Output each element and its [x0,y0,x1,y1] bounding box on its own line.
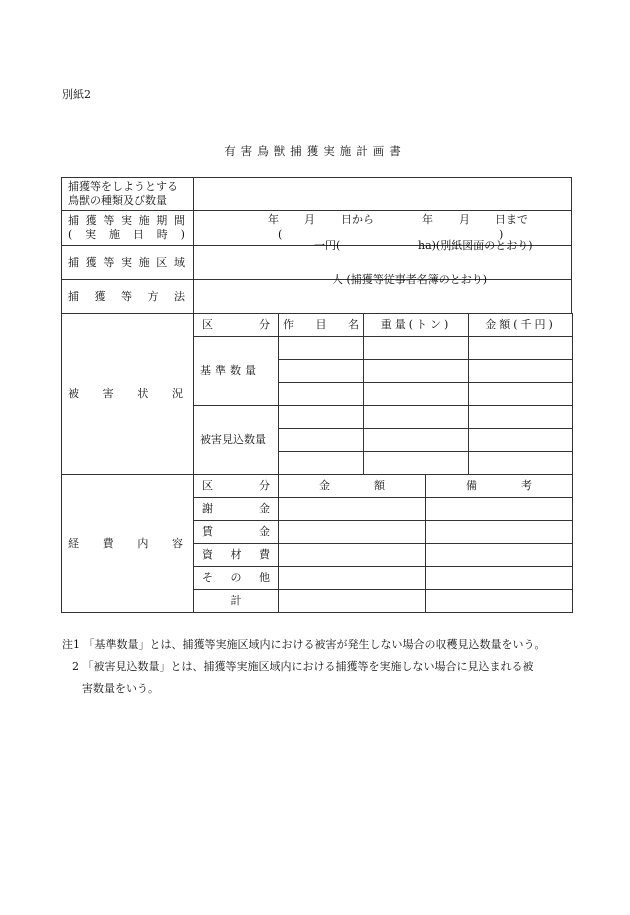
materials-note[interactable] [426,544,573,567]
standard-crop-2[interactable] [279,360,364,383]
expected-crop-3[interactable] [279,452,364,475]
char: 獲 [85,255,97,269]
species-label-line1: 捕獲等をしようとする [68,180,178,194]
char: 目 [315,318,327,332]
method-label-chars [62,290,193,304]
char: 等 [103,255,115,269]
standard-crop-3[interactable] [279,383,364,406]
expense-item-other [194,567,279,590]
char: 実 [85,228,97,241]
char: 実 [120,255,132,269]
other-note[interactable] [426,567,573,590]
char: 賃 [202,525,213,539]
period-time-close: ) [499,228,504,241]
char: 日 [132,228,144,241]
method-value-cell[interactable] [194,273,572,314]
char: 被 [68,387,79,401]
wages-amount[interactable] [279,521,426,544]
damage-table [193,313,573,475]
char: 方 [147,289,159,303]
char: 期 [156,214,168,228]
document-title: 有害鳥獣捕獲実施計画書 [224,144,406,158]
method-value: 人 (捕獲等従事者名簿のとおり) [332,273,488,286]
expense-table-cell [194,475,572,613]
area-label [62,246,194,280]
other-amount[interactable] [279,567,426,590]
char: 額 [374,479,385,493]
char: 費 [102,536,114,550]
expected-weight-3[interactable] [364,452,469,475]
char: 区 [202,318,213,332]
period-to-year: 年 [422,213,433,226]
expected-amount-1[interactable] [469,406,573,429]
area-value-prefix: 一円( [314,239,341,252]
char: 金 [259,502,270,516]
damage-table-cell [194,314,572,475]
char: 金 [319,479,330,493]
species-label [62,178,194,211]
standard-quantity-label: 基準数量 [194,337,279,406]
char: 謝 [202,502,213,516]
char: 他 [259,571,270,585]
period-to-month: 月 [459,213,470,226]
notes [62,634,546,700]
expected-crop-1[interactable] [279,406,364,429]
char: 分 [259,479,270,493]
char: 容 [171,536,183,550]
char: ) [180,228,185,241]
char: 金 [259,525,270,539]
char: 域 [173,255,185,269]
standard-amount-2[interactable] [469,360,573,383]
char: 施 [138,255,150,269]
note-2: 2 「被害見込数量」とは、捕獲等実施区域内における捕獲等を実施しない場合に見込まれる被 [72,660,534,673]
period-label-line2 [62,228,193,242]
period-label [62,211,194,246]
char: 況 [171,387,183,401]
period-to-day: 日まで [495,213,528,226]
char: 経 [68,536,79,550]
char: 材 [230,548,242,562]
materials-amount[interactable] [279,544,426,567]
expected-amount-2[interactable] [469,429,573,452]
plan-form-table [61,177,572,613]
expense-label [62,475,194,613]
char: 区 [202,479,213,493]
note-2-continued: 害数量をいう。 [82,682,159,695]
standard-weight-3[interactable] [364,383,469,406]
standard-weight-1[interactable] [364,337,469,360]
expense-header-amount [279,475,426,498]
expected-weight-2[interactable] [364,429,469,452]
expected-crop-2[interactable] [279,429,364,452]
period-from-day: 日から [341,213,374,226]
damage-header-weight: 重量(トン) [364,314,469,337]
method-label [62,280,194,314]
char: 害 [102,387,114,401]
char: 内 [137,536,149,550]
species-label-line2: 鳥獣の種類及び数量 [68,194,167,207]
damage-label-chars [62,387,193,401]
honorarium-amount[interactable] [279,498,426,521]
damage-header-crop [279,314,364,337]
char: 備 [466,479,477,493]
char: の [230,571,242,585]
expense-item-honorarium [194,498,279,521]
damage-header-amount: 金額(千円) [469,314,573,337]
expected-amount-3[interactable] [469,452,573,475]
expense-header-note [426,475,573,498]
char: 捕 [68,289,79,303]
char: 獲 [94,289,106,303]
damage-label [62,314,194,475]
expense-table [193,474,573,613]
char: 状 [137,387,149,401]
period-from-month: 月 [304,213,315,226]
total-note[interactable] [426,590,573,613]
char: 分 [259,318,270,332]
char: 実 [120,214,132,228]
document-label: 別紙2 [62,88,91,101]
char: そ [202,571,213,585]
damage-header-kubun [194,314,279,337]
standard-amount-1[interactable] [469,337,573,360]
char: 等 [121,289,132,303]
note-1: 注1 「基準数量」とは、捕獲等実施区域内における被害が発生しない場合の収穫見込数量をいう。 [62,638,546,651]
char: ( [68,228,73,241]
expense-item-total: 計 [194,590,279,613]
species-value-cell[interactable] [194,178,572,211]
expense-item-materials [194,544,279,567]
honorarium-note[interactable] [426,498,573,521]
char: 法 [174,289,185,303]
period-from-year: 年 [268,213,279,226]
expense-header-kubun [194,475,279,498]
char: 等 [103,214,115,228]
char: 捕 [68,214,79,228]
area-label-chars [62,256,193,270]
expected-weight-1[interactable] [364,406,469,429]
expected-damage-label: 被害見込数量 [194,406,279,475]
period-label-line1 [62,214,193,228]
char: 考 [521,479,532,493]
standard-crop-1[interactable] [279,337,364,360]
char: 名 [348,318,359,332]
char: 資 [202,548,213,562]
period-time-open: ( [278,228,283,241]
area-value-suffix: ha)(別紙図面のとおり) [418,239,533,252]
char: 獲 [85,214,97,228]
char: 捕 [68,255,79,269]
char: 時 [156,228,168,241]
expense-label-chars [62,537,193,551]
char: 費 [259,548,270,562]
char: 区 [156,255,168,269]
char: 施 [138,214,150,228]
standard-weight-2[interactable] [364,360,469,383]
standard-amount-3[interactable] [469,383,573,406]
total-amount[interactable] [279,590,426,613]
wages-note[interactable] [426,521,573,544]
char: 作 [283,318,294,332]
char: 間 [173,214,185,228]
expense-item-wages [194,521,279,544]
char: 施 [109,228,121,241]
